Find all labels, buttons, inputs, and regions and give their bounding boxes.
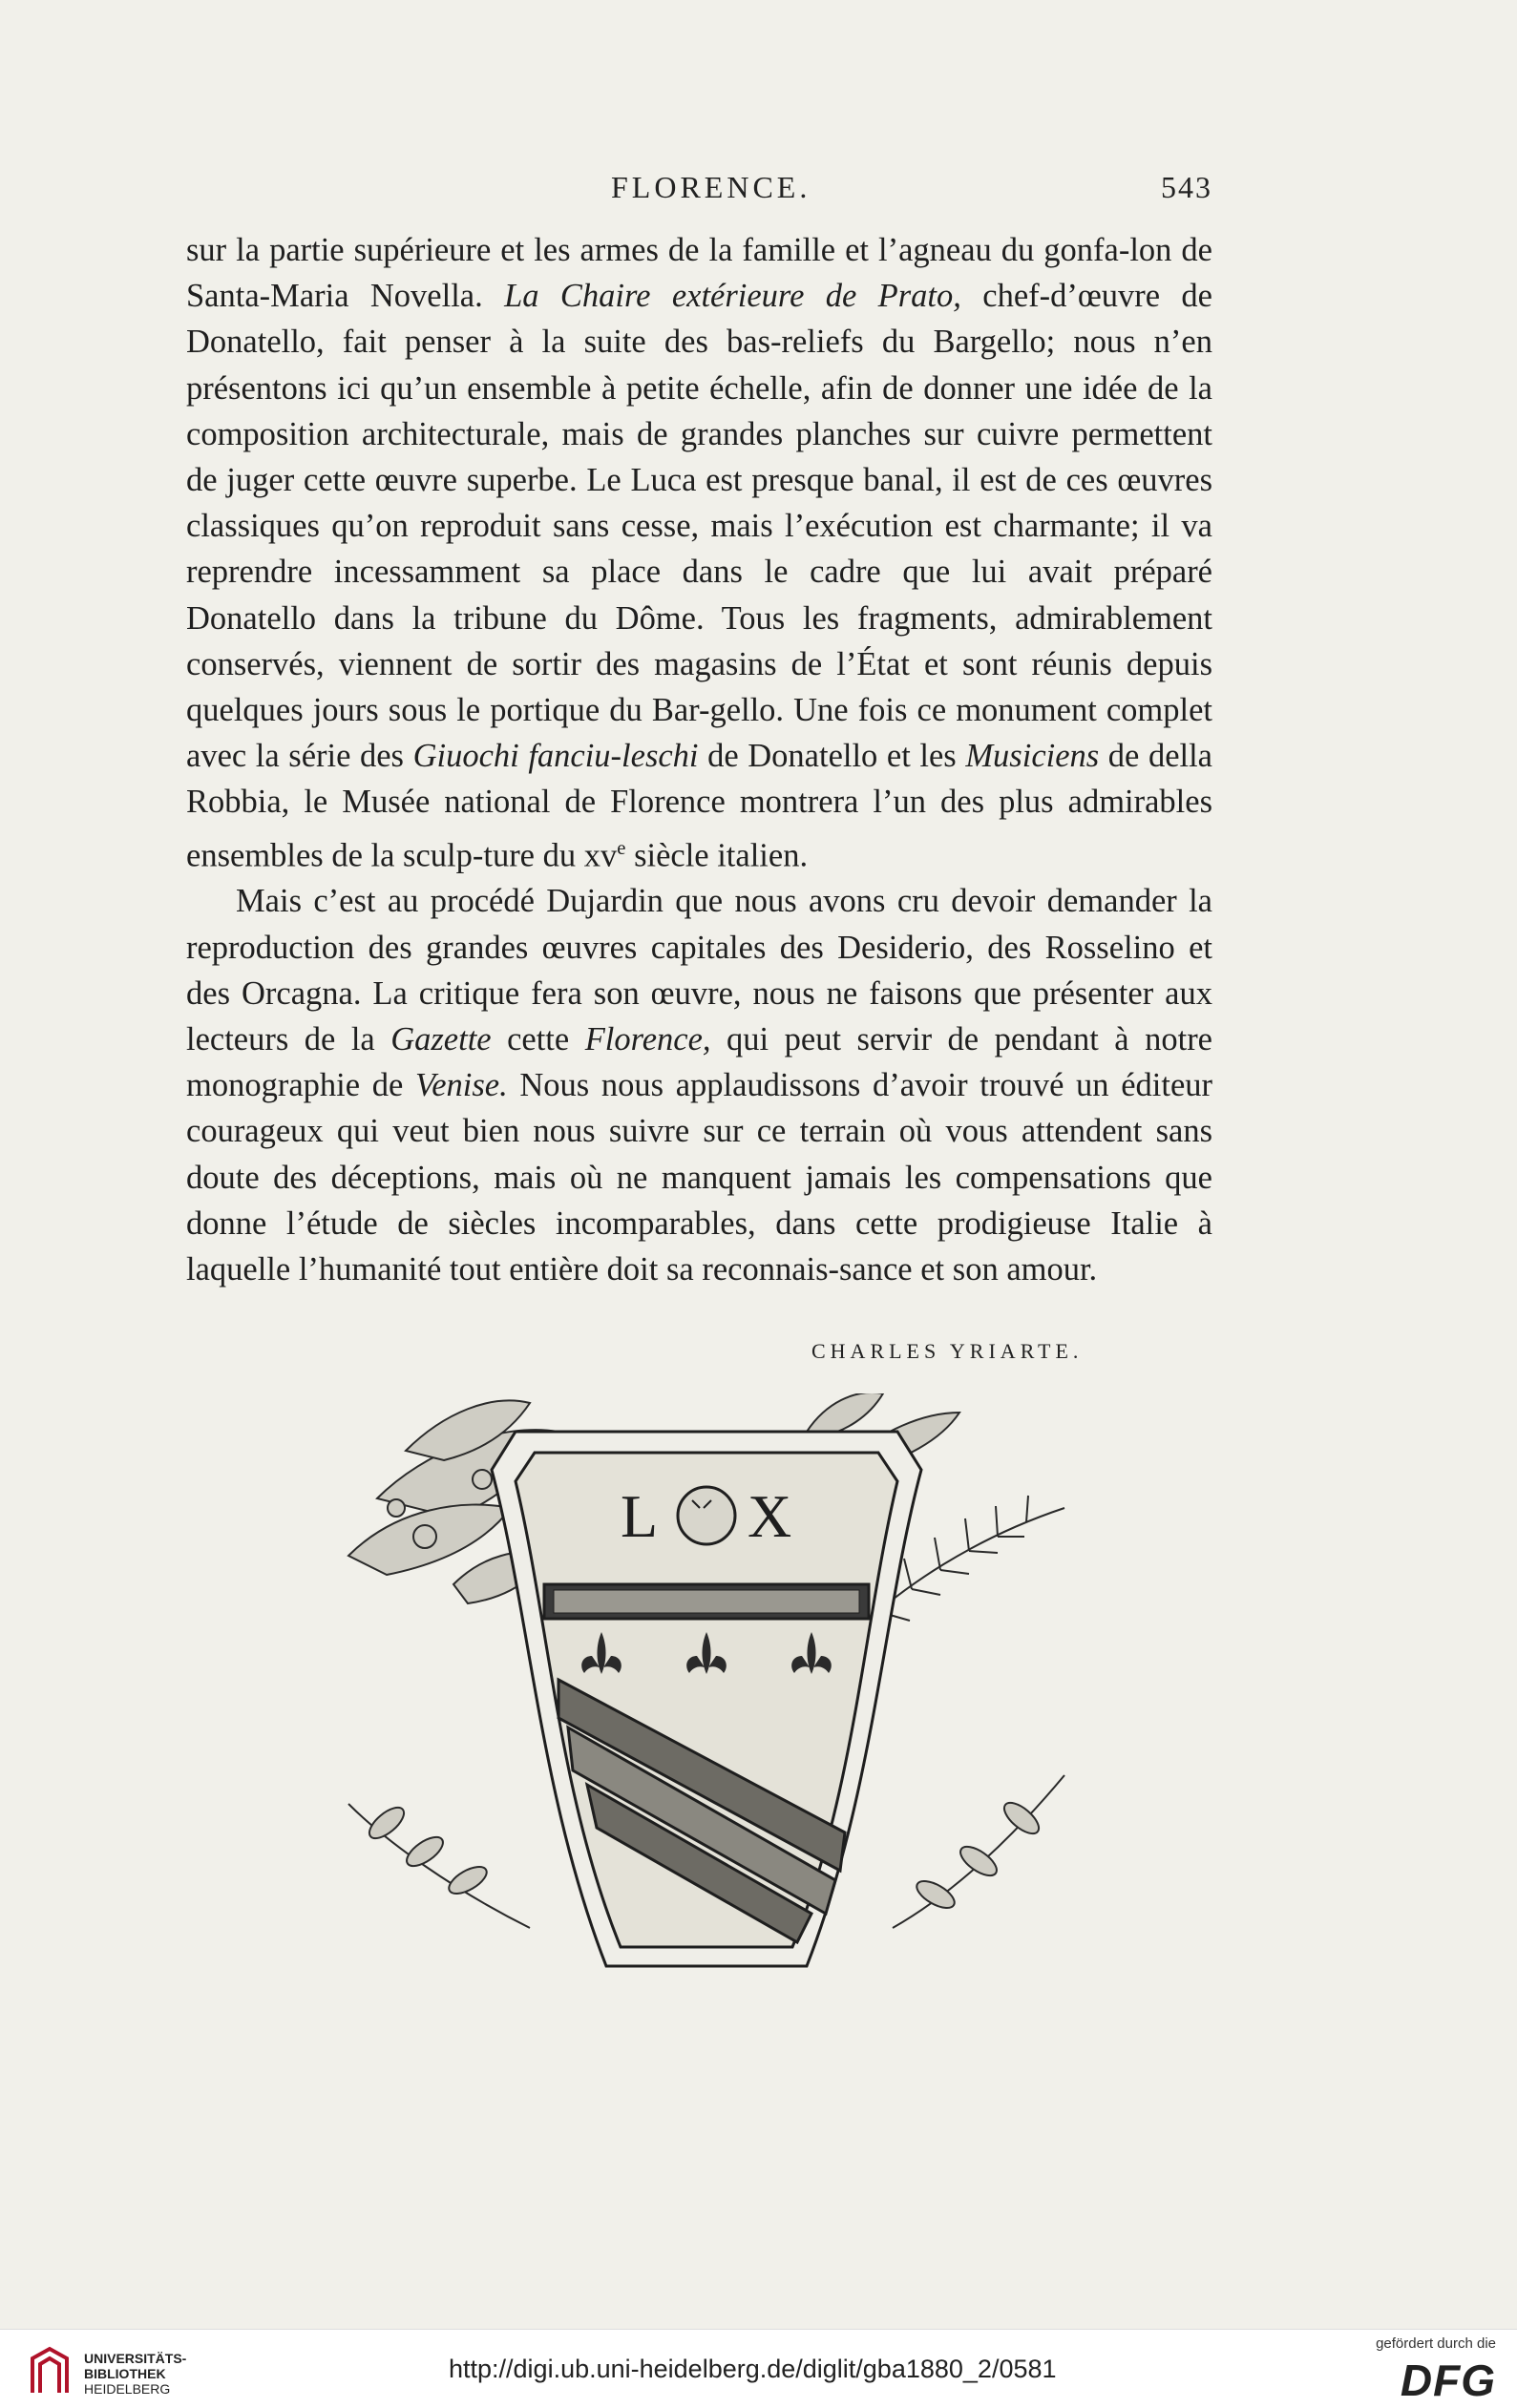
library-mark-icon [27, 2345, 73, 2398]
library-line-2: BIBLIOTHEK [84, 2366, 166, 2381]
library-line-1: UNIVERSITÄTS- [84, 2351, 187, 2366]
heraldic-emblem [310, 1393, 1103, 1995]
funding-label: gefördert durch die [1376, 2335, 1496, 2352]
italic-text: Musiciens [965, 738, 1100, 775]
permalink-url[interactable]: http://digi.ub.uni-heidelberg.de/diglit/gba1880_2/0581 [449, 2355, 1057, 2383]
running-header [186, 170, 1212, 214]
text-run: Mais c’est au procédé Dujardin que nous avons cru devoir demander la reproduction des grandes œuvres capitales des Desiderio, des Rosselino et des Orcagna. La critique fera son œuvre, nous ne faisons que présenter aux lecteurs de la [186, 883, 1212, 1057]
text-run: e [617, 837, 626, 859]
paragraph [186, 878, 1212, 1292]
dfg-logo[interactable]: DFG [1400, 2356, 1496, 2405]
library-logo[interactable] [27, 2345, 275, 2402]
text-run: qui peut servir de pendant à notre monographie de [186, 1020, 1212, 1104]
text-run: siècle italien. [625, 837, 809, 874]
emblem-letter-right: X [748, 1482, 792, 1550]
library-line-3: HEIDELBERG [84, 2381, 171, 2397]
italic-text: La Chaire extérieure de Prato, [504, 278, 961, 315]
italic-text: Venise. [414, 1067, 508, 1104]
text-run: de Donatello et les [698, 738, 966, 775]
text-run: cette [491, 1020, 585, 1057]
paragraph [186, 227, 1212, 878]
text-run: chef-d’œuvre de Donatello, fait penser à la suite des bas-reliefs du Bargello; nous n’en présentons ici qu’un ensemble à petite échelle, afin de donner une idée de la composition architecturale, mais de grandes planches sur cuivre permettent de juger cette œuvre superbe. Le Luca est presque banal, il est de ces œuvres classiques qu’on reproduit sans cesse, mais l’exécution est charmante; il va reprendre incessamment sa place dans le cadre que lui avait préparé Donatello dans la tribune du Dôme. Tous les fragments, admirablement conservés, viennent de sortir des magasins de l’État et sont réunis depuis quelques jours sous le portique du Bar-gello. Une fois ce monument complet avec la série des [186, 278, 1212, 775]
globe-icon [678, 1487, 735, 1544]
text-run: Nous nous applaudissons d’avoir trouvé un éditeur courageux qui veut bien nous suivre sur ce terrain où vous attendent sans doute des déceptions, mais où ne manquent jamais les compensations que donne l’étude de siècles incomparables, dans cette prodigieuse Italie à laquelle l’humanité tout entière doit sa reconnais-sance et son amour. [186, 1067, 1212, 1288]
italic-text: Giuochi fanciu-leschi [412, 738, 699, 775]
italic-text: Gazette [390, 1020, 492, 1057]
page-number: 543 [1161, 170, 1212, 204]
digitization-footer [0, 2329, 1517, 2408]
running-title: FLORENCE. [611, 170, 811, 204]
text-run: sur la partie supérieure et les armes de la famille et l’agneau du gonfa-lon de Santa-Maria Novella. [186, 232, 1212, 315]
author-signature: CHARLES YRIARTE. [811, 1339, 1084, 1363]
text-run: de della Robbia, le Musée national de Florence montrera l’un des plus admirables ensembles de la sculp-ture du xv [186, 738, 1212, 874]
italic-text: Florence, [584, 1020, 711, 1057]
library-name [84, 2351, 186, 2397]
emblem-letter-left: L [621, 1482, 659, 1550]
article-text [186, 227, 1212, 1292]
